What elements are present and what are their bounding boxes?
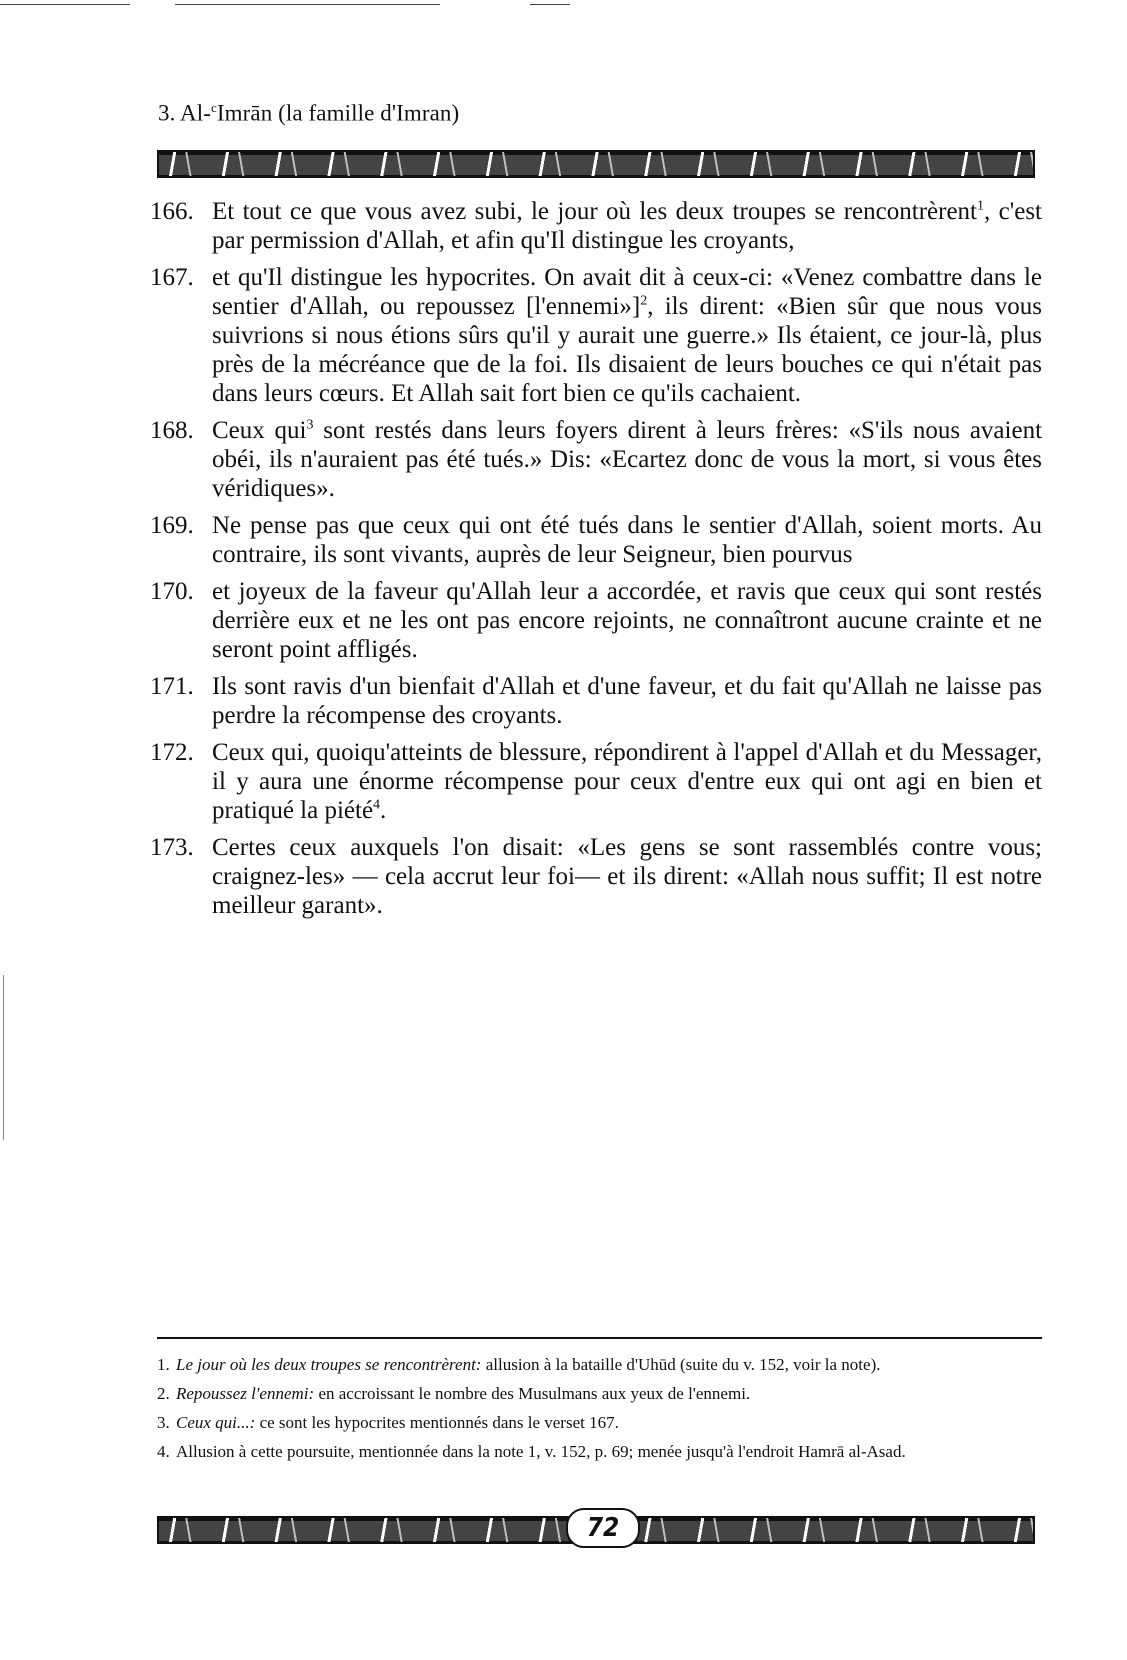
verse-number: 166.	[150, 198, 194, 225]
footnote-text: allusion à la bataille d'Uhūd (suite du v. 152, voir la note).	[481, 1355, 881, 1374]
footnote-2	[157, 1383, 1042, 1405]
verse-text: Certes ceux auxquels l'on disait: «Les gens se sont rassemblés contre vous; craignez-les» — cela accrut leur foi— et ils dirent: «Allah nous suffit; Il est notre meilleur garant».	[212, 834, 1042, 919]
footnote-number: 2.	[157, 1384, 170, 1403]
footnote-list	[157, 1354, 1042, 1470]
footnote-number: 1.	[157, 1355, 170, 1374]
verse-173	[150, 833, 1042, 920]
verse-text: sont restés dans leurs foyers dirent à leurs frères: «S'ils nous avaient obéi, ils n'auraient pas été tués.» Dis: «Ecartez donc de vous la mort, si vous êtes véridiques».	[212, 417, 1043, 502]
footnote-4	[157, 1441, 1042, 1463]
footnote-ref: 1	[977, 198, 984, 214]
verse-text: Ne pense pas que ceux qui ont été tués dans le sentier d'Allah, soient morts. Au contraire, ils sont vivants, auprès de leur Seigneur, bien pourvus	[212, 512, 1042, 568]
scan-line	[175, 4, 440, 5]
verse-text: .	[380, 797, 387, 824]
ayn-mark: c	[211, 100, 217, 115]
footnote-lead: Repoussez l'ennemi:	[176, 1384, 315, 1403]
verse-number: 171.	[150, 673, 194, 700]
footnote-1	[157, 1354, 1042, 1376]
sura-header-title: Imrān (la famille d'Imran)	[216, 100, 460, 126]
scan-line	[0, 4, 130, 5]
verse-number: 173.	[150, 834, 194, 861]
scan-margin-line	[3, 975, 4, 1140]
footnote-number: 4.	[157, 1442, 170, 1461]
verse-text: , c'est par permission d'Allah, et afin qu'Il distingue les croyants,	[212, 198, 1042, 254]
page-number: 72	[566, 1508, 640, 1548]
verse-number: 172.	[150, 739, 194, 766]
sura-header-prefix: 3. Al-	[158, 100, 211, 126]
verse-171	[150, 672, 1042, 730]
footnote-ref: 3	[306, 417, 314, 433]
verse-text: Ceux qui	[212, 417, 307, 444]
verse-text: et qu'Il distingue les hypocrites. On avait dit à ceux-ci: «Venez combattre dans le sentier d'Allah, ou repoussez [l'ennemi»]	[212, 264, 1042, 320]
verse-172	[150, 738, 1042, 825]
verse-169	[150, 511, 1042, 569]
verse-number: 169.	[150, 512, 194, 539]
verse-text: Ceux qui, quoiqu'atteints de blessure, répondirent à l'appel d'Allah et du Messager, il y aura une énorme récompense pour ceux d'entre eux qui ont agi en bien et pratiqué la piété	[212, 739, 1042, 824]
footnote-ref: 4	[373, 797, 381, 813]
footnote-text: en accroissant le nombre des Musulmans aux yeux de l'ennemi.	[314, 1384, 751, 1403]
footnote-number: 3.	[157, 1413, 170, 1432]
verse-168	[150, 416, 1042, 503]
sura-header	[158, 100, 459, 127]
scan-line	[530, 4, 570, 5]
verse-170	[150, 577, 1042, 664]
footnote-3	[157, 1412, 1042, 1434]
verse-text: Ils sont ravis d'un bienfait d'Allah et d'une faveur, et du fait qu'Allah ne laisse pas perdre la récompense des croyants.	[212, 673, 1042, 729]
verse-text: Et tout ce que vous avez subi, le jour où les deux troupes se rencontrèrent	[212, 198, 977, 225]
footnote-rule	[157, 1337, 1042, 1339]
verse-text: , ils dirent: «Bien sûr que nous vous suivrions si nous étions sûrs qu'il y aurait une guerre.» Ils étaient, ce jour-là, plus près de la mécréance que de la foi. Ils disaient de leurs bouches ce qui n'était pas dans leurs cœurs. Et Allah sait fort bien ce qu'ils cachaient.	[212, 293, 1042, 407]
verse-number: 167.	[150, 264, 194, 291]
verse-167	[150, 263, 1042, 408]
verse-text: et joyeux de la faveur qu'Allah leur a accordée, et ravis que ceux qui sont restés derrière eux et ne les ont pas encore rejoints, ne connaîtront aucune crainte et ne seront point affligés.	[212, 578, 1042, 663]
verse-number: 168.	[150, 417, 194, 444]
footnote-text: Allusion à cette poursuite, mentionnée dans la note 1, v. 152, p. 69; menée jusqu'à l'endroit Hamrā al-Asad.	[176, 1442, 906, 1461]
footnote-lead: Le jour où les deux troupes se rencontrèrent:	[176, 1355, 482, 1374]
verse-166	[150, 197, 1042, 255]
footnote-ref: 2	[640, 293, 648, 309]
decorative-band-top	[157, 150, 1035, 178]
footnote-text: ce sont les hypocrites mentionnés dans le verset 167.	[255, 1413, 619, 1432]
footnote-lead: Ceux qui...:	[176, 1413, 256, 1432]
verse-number: 170.	[150, 578, 194, 605]
verse-list	[150, 197, 1042, 928]
